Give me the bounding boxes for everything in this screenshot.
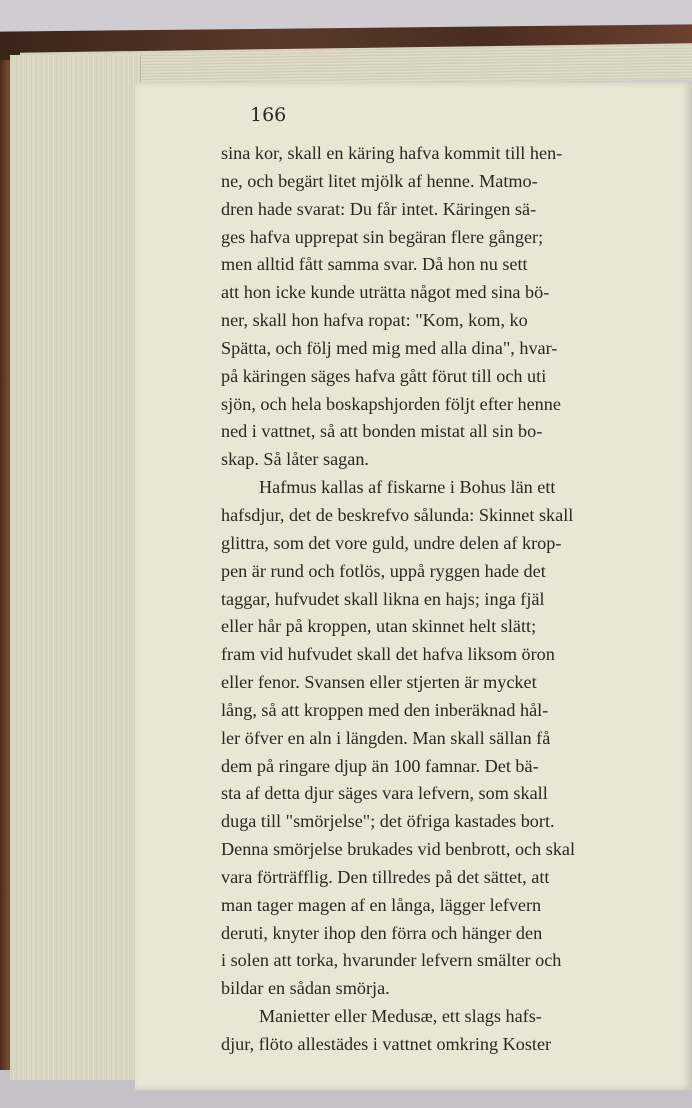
text-line: bildar en sådan smörja. bbox=[221, 978, 390, 999]
text-line: hafsdjur, det de beskrefvo sålunda: Skinnet skall bbox=[221, 504, 574, 525]
text-line: vara förträfflig. Den tillredes på det sättet, att bbox=[221, 866, 550, 887]
text-line: man tager magen af en långa, lägger lefvern bbox=[221, 894, 542, 915]
text-line: ges hafva upprepat sin begäran flere gånger; bbox=[221, 226, 544, 247]
text-line: pen är rund och fotlös, uppå ryggen hade det bbox=[221, 560, 546, 581]
text-line: skap. Så låter sagan. bbox=[221, 449, 369, 470]
text-line: sta af detta djur säges vara lefvern, som skall bbox=[221, 783, 548, 804]
text-line: duga till "smörjelse"; det öfriga kastades bort. bbox=[221, 811, 555, 832]
text-line: sjön, och hela boskapshjorden följt efter henne bbox=[221, 393, 561, 414]
text-line: dem på ringare djup än 100 famnar. Det bä- bbox=[221, 755, 539, 776]
page-text bbox=[221, 140, 692, 1059]
page-number: 166 bbox=[250, 104, 287, 126]
text-line: dren hade svarat: Du får intet. Käringen sä- bbox=[221, 198, 537, 219]
text-line: Manietter eller Medusæ, ett slags hafs- bbox=[259, 1006, 542, 1027]
text-line: eller hår på kroppen, utan skinnet helt slätt; bbox=[221, 616, 537, 637]
text-line: men alltid fått samma svar. Då hon nu sett bbox=[221, 254, 528, 275]
text-line: djur, flöto allestädes i vattnet omkring Koster bbox=[221, 1034, 552, 1054]
text-line: taggar, hufvudet skall likna en hajs; inga fjäl bbox=[221, 588, 545, 609]
text-line: lång, så att kroppen med den inberäknad hål- bbox=[221, 699, 549, 720]
text-line: sina kor, skall en käring hafva kommit till hen- bbox=[221, 143, 563, 163]
text-line: Spätta, och följ med mig med alla dina", hvar- bbox=[221, 337, 558, 358]
text-line: fram vid hufvudet skall det hafva liksom öron bbox=[221, 644, 555, 665]
text-line: Denna smörjelse brukades vid benbrott, och skal bbox=[221, 839, 576, 860]
text-line: deruti, knyter ihop den förra och hänger den bbox=[221, 922, 543, 943]
text-line: ler öfver en aln i längden. Man skall sällan få bbox=[221, 727, 551, 748]
text-line: på käringen säges hafva gått förut till och uti bbox=[221, 365, 547, 386]
text-line: ne, och begärt litet mjölk af henne. Matmo- bbox=[221, 170, 538, 191]
page-stack-left bbox=[10, 55, 141, 1080]
text-line: ner, skall hon hafva ropat: "Kom, kom, ko bbox=[221, 310, 528, 331]
text-line: ned i vattnet, så att bonden mistat all sin bo- bbox=[221, 421, 543, 442]
text-line: eller fenor. Svansen eller stjerten är mycket bbox=[221, 672, 537, 693]
text-line: att hon icke kunde uträtta något med sina bö- bbox=[221, 282, 550, 303]
text-line: i solen att torka, hvarunder lefvern smälter och bbox=[221, 950, 562, 971]
text-line: glittra, som det vore guld, undre delen af krop- bbox=[221, 532, 562, 553]
text-line: Hafmus kallas af fiskarne i Bohus län ett bbox=[259, 477, 556, 498]
